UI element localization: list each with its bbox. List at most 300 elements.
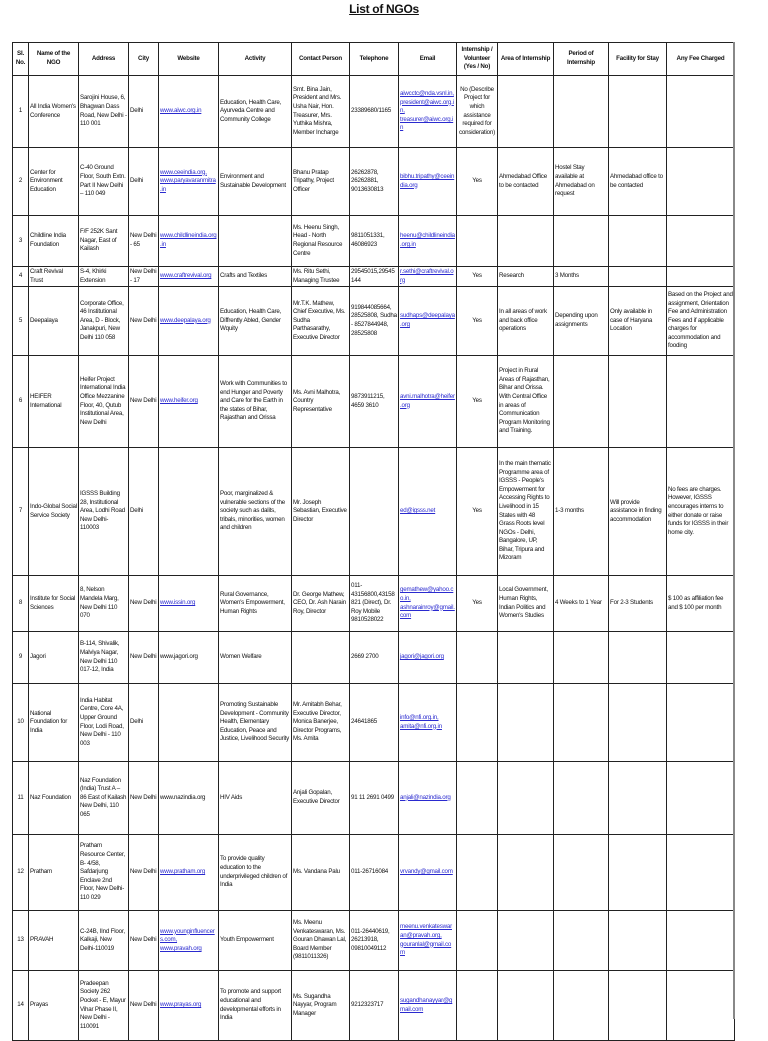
activity: Women Welfare bbox=[220, 653, 262, 661]
email-link[interactable]: bibhu.tripathy@ceeindia.org bbox=[400, 172, 455, 189]
ngo-name-cell bbox=[29, 971, 79, 1041]
sl-no-cell bbox=[13, 448, 29, 576]
facility-for-stay-cell bbox=[609, 632, 667, 684]
area-of-internship-cell bbox=[498, 267, 554, 287]
email-link-cell bbox=[399, 356, 457, 448]
sl-no-cell bbox=[13, 216, 29, 267]
ngo-name: Institute for Social Sciences bbox=[30, 594, 76, 611]
telephone-cell bbox=[350, 448, 399, 576]
facility-for-stay-cell bbox=[609, 835, 667, 911]
website-link: www.nazindia.org bbox=[160, 793, 206, 801]
period-of-internship-cell bbox=[554, 267, 609, 287]
activity: Poor, marginalized & vulnerable sections of the society such as dalits, tribals, minorities, women and children bbox=[220, 490, 285, 532]
area-of-internship-cell bbox=[498, 762, 554, 835]
email-link-cell bbox=[399, 762, 457, 835]
website-link-cell bbox=[159, 356, 219, 448]
period-of-internship-cell bbox=[554, 148, 609, 216]
area-of-internship-cell bbox=[498, 448, 554, 576]
activity-cell bbox=[219, 632, 292, 684]
city: New Delhi - 17 bbox=[130, 267, 157, 284]
activity-cell bbox=[219, 835, 292, 911]
sl-no-cell bbox=[13, 576, 29, 632]
email-link-cell bbox=[399, 684, 457, 762]
website-link-cell bbox=[159, 287, 219, 356]
ngo-name-cell bbox=[29, 76, 79, 148]
website-link[interactable]: www.deepalaya.org bbox=[160, 316, 211, 324]
contact-person: Ms. Ritu Sethi, Managing Trustee bbox=[293, 267, 340, 284]
email-link[interactable]: info@nfi.org.in, amita@nfi.org.in bbox=[400, 713, 442, 730]
telephone-cell bbox=[350, 911, 399, 971]
header-email: Email bbox=[399, 43, 457, 76]
telephone: 011-26440619, 26213918, 09810049112 bbox=[351, 927, 390, 952]
telephone: 9811051331, 46086923 bbox=[351, 232, 385, 248]
facility-for-stay: Only available in case of Haryana Location bbox=[610, 308, 653, 333]
activity: Work with Communities to end Hunger and Poverty and Care for the Earth in the states of Bihar, Rajasthan and Orissa bbox=[220, 380, 287, 422]
area-of-internship-cell bbox=[498, 576, 554, 632]
header-sl-no: SI. No. bbox=[13, 43, 29, 76]
address: IGSSS Building 28, Institutional Area, Lodhi Road New Delhi-110003 bbox=[80, 490, 125, 532]
period-of-internship-cell bbox=[554, 762, 609, 835]
facility-for-stay-cell bbox=[609, 576, 667, 632]
sl-no: 12 bbox=[17, 868, 24, 876]
website-link: www.jagori.org bbox=[160, 653, 198, 661]
sl-no: 1 bbox=[18, 107, 23, 115]
address-cell bbox=[79, 148, 129, 216]
contact-person-cell bbox=[292, 148, 350, 216]
telephone-cell bbox=[350, 356, 399, 448]
address-cell bbox=[79, 216, 129, 267]
contact-person-cell bbox=[292, 76, 350, 148]
city-cell bbox=[129, 76, 159, 148]
city: New Delhi bbox=[130, 599, 157, 607]
ngo-name: All India Women's Conference bbox=[30, 102, 76, 119]
table-row bbox=[13, 267, 735, 287]
activity: Rural Governance, Women's Empowerment, Human Rights bbox=[220, 590, 285, 615]
activity-cell bbox=[219, 576, 292, 632]
table-row bbox=[13, 76, 735, 148]
city: New Delhi bbox=[130, 936, 157, 944]
header-contact-person: Contact Person bbox=[292, 43, 350, 76]
address-cell bbox=[79, 576, 129, 632]
internship-status-cell bbox=[457, 971, 498, 1041]
email-link-cell bbox=[399, 911, 457, 971]
ngo-name-cell bbox=[29, 835, 79, 911]
period-of-internship: 3 Months bbox=[555, 272, 579, 280]
facility-for-stay-cell bbox=[609, 448, 667, 576]
website-link-cell bbox=[159, 684, 219, 762]
website-link[interactable]: www.childlineindia.org.in bbox=[160, 232, 217, 248]
address: F/F 252K Sant Nagar, East of Kailash bbox=[80, 228, 118, 253]
area-of-internship-cell bbox=[498, 971, 554, 1041]
email-link[interactable]: anjali@nazindia.org bbox=[400, 793, 451, 801]
fee-charged-cell bbox=[667, 267, 735, 287]
fee-charged-cell bbox=[667, 148, 735, 216]
email-link[interactable]: sugandhanayyar@gmail.com bbox=[400, 996, 453, 1013]
ngo-name-cell bbox=[29, 287, 79, 356]
city-cell bbox=[129, 911, 159, 971]
table-row bbox=[13, 576, 735, 632]
header-internship: Internship / Volunteer (Yes / No) bbox=[457, 43, 498, 76]
address: India Habitat Centre, Core 4A, Upper Ground Floor, Lodi Road, New Delhi - 110 003 bbox=[80, 696, 124, 747]
address: Heifer Project International India Office Mezzanine Floor, 40, Qutub Institutional Area, New Delhi bbox=[80, 375, 126, 426]
internship-status-cell bbox=[457, 216, 498, 267]
facility-for-stay-cell bbox=[609, 148, 667, 216]
sl-no: 3 bbox=[18, 236, 23, 244]
city: New Delhi bbox=[130, 653, 157, 661]
period-of-internship: Depending upon assignments bbox=[555, 312, 598, 328]
sl-no-cell bbox=[13, 287, 29, 356]
sl-no-cell bbox=[13, 148, 29, 216]
city: Delhi bbox=[130, 177, 144, 185]
activity: To provide quality education to the underprivileged children of India bbox=[220, 855, 288, 889]
website-link-cell bbox=[159, 148, 219, 216]
ngo-name: Craft Revival Trust bbox=[30, 267, 63, 284]
email-link[interactable]: gemathew@yahoo.co.in, ashnarainroy@gmail.com bbox=[400, 586, 455, 620]
table-row bbox=[13, 448, 735, 576]
contact-person: Anjali Gopalan, Executive Director bbox=[293, 789, 340, 805]
website-link-cell bbox=[159, 576, 219, 632]
ngo-name: Indo-Global Social Service Society bbox=[30, 502, 77, 519]
address-cell bbox=[79, 762, 129, 835]
ngo-name-cell bbox=[29, 148, 79, 216]
telephone: 9873911215, 4659 3610 bbox=[351, 392, 385, 409]
period-of-internship-cell bbox=[554, 911, 609, 971]
telephone-cell bbox=[350, 148, 399, 216]
city: New Delhi bbox=[130, 868, 157, 876]
email-link[interactable]: jagori@jagori.org bbox=[400, 653, 444, 661]
address: C-40 Ground Floor, South Extn. Part II New Delhi – 110 049 bbox=[80, 164, 126, 198]
ngo-name-cell bbox=[29, 356, 79, 448]
activity: Crafts and Textiles bbox=[220, 272, 267, 280]
email-link-cell bbox=[399, 216, 457, 267]
email-link[interactable]: r.sethi@craftrevival.org bbox=[400, 267, 454, 284]
website-link-cell bbox=[159, 267, 219, 287]
fee-charged-cell bbox=[667, 835, 735, 911]
contact-person: Mr. Joseph Sebastian, Executive Director bbox=[293, 498, 347, 523]
website-link[interactable]: www.issin.org bbox=[160, 599, 196, 607]
city: New Delhi bbox=[130, 793, 157, 801]
activity-cell bbox=[219, 216, 292, 267]
ngo-name: Naz Foundation bbox=[30, 793, 71, 801]
table-header-row bbox=[13, 43, 735, 76]
sl-no-cell bbox=[13, 76, 29, 148]
telephone: 91 11 2691 0499 bbox=[351, 793, 394, 801]
ngo-name-cell bbox=[29, 267, 79, 287]
email-link-cell bbox=[399, 76, 457, 148]
activity-cell bbox=[219, 267, 292, 287]
city-cell bbox=[129, 684, 159, 762]
internship-status: Yes bbox=[472, 177, 482, 185]
area-of-internship: In all areas of work and back office operations bbox=[499, 308, 547, 333]
fee-charged-cell bbox=[667, 762, 735, 835]
address: C-24B, IInd Floor, Kalkaji, New Delhi-110019 bbox=[80, 927, 125, 952]
area-of-internship: Research bbox=[499, 272, 524, 280]
period-of-internship-cell bbox=[554, 971, 609, 1041]
contact-person-cell bbox=[292, 448, 350, 576]
contact-person-cell bbox=[292, 216, 350, 267]
address-cell bbox=[79, 632, 129, 684]
period-of-internship-cell bbox=[554, 356, 609, 448]
activity: HIV Aids bbox=[220, 793, 243, 801]
sl-no-cell bbox=[13, 762, 29, 835]
sl-no-cell bbox=[13, 684, 29, 762]
activity-cell bbox=[219, 287, 292, 356]
table-row bbox=[13, 971, 735, 1041]
website-link-cell bbox=[159, 762, 219, 835]
facility-for-stay-cell bbox=[609, 76, 667, 148]
city-cell bbox=[129, 267, 159, 287]
website-link[interactable]: www.craftrevival.org bbox=[160, 272, 212, 280]
period-of-internship-cell bbox=[554, 632, 609, 684]
facility-for-stay-cell bbox=[609, 911, 667, 971]
ngo-name: Deepalaya bbox=[30, 316, 58, 324]
contact-person: Ms. Sugandha Nayyar, Program Manager bbox=[293, 992, 337, 1017]
city: New Delhi bbox=[130, 316, 157, 324]
address-cell bbox=[79, 684, 129, 762]
ngo-name: HEIFER International bbox=[30, 392, 62, 409]
contact-person-cell bbox=[292, 576, 350, 632]
city-cell bbox=[129, 632, 159, 684]
ngo-name-cell bbox=[29, 762, 79, 835]
city-cell bbox=[129, 835, 159, 911]
period-of-internship-cell bbox=[554, 287, 609, 356]
internship-status: Yes bbox=[472, 507, 482, 515]
sl-no: 4 bbox=[18, 272, 23, 280]
telephone-cell bbox=[350, 267, 399, 287]
telephone-cell bbox=[350, 216, 399, 267]
facility-for-stay-cell bbox=[609, 971, 667, 1041]
activity: To promote and support educational and developmental efforts in India bbox=[220, 988, 281, 1022]
fee-charged-cell bbox=[667, 448, 735, 576]
sl-no: 11 bbox=[17, 793, 24, 801]
sl-no: 7 bbox=[18, 507, 23, 515]
period-of-internship-cell bbox=[554, 684, 609, 762]
contact-person: Smt. Bina Jain, President and Mrs. Usha Nair, Hon. Treasurer, Mrs. Yuthika Mishra, Member Incharge bbox=[293, 85, 342, 136]
activity-cell bbox=[219, 76, 292, 148]
table-row bbox=[13, 835, 735, 911]
fee-charged-cell bbox=[667, 632, 735, 684]
website-link-cell bbox=[159, 971, 219, 1041]
ngo-name-cell bbox=[29, 448, 79, 576]
city: Delhi bbox=[130, 718, 144, 726]
city: New Delhi bbox=[130, 1001, 157, 1009]
period-of-internship-cell bbox=[554, 835, 609, 911]
city-cell bbox=[129, 148, 159, 216]
fee-charged-cell bbox=[667, 911, 735, 971]
period-of-internship: Hostel Stay available at Ahmedabad on request bbox=[555, 164, 595, 198]
website-link-cell bbox=[159, 76, 219, 148]
contact-person-cell bbox=[292, 835, 350, 911]
contact-person-cell bbox=[292, 632, 350, 684]
period-of-internship-cell bbox=[554, 448, 609, 576]
address-cell bbox=[79, 356, 129, 448]
telephone: 011-43156800,43158821 (Direct), Dr. Roy Mobile 9810528022 bbox=[351, 582, 395, 624]
email-link[interactable]: heenu@childlineindia.org.in bbox=[400, 232, 455, 248]
area-of-internship-cell bbox=[498, 911, 554, 971]
activity: Promoting Sustainable Development - Community Health, Elementary Education, Peace and Justice, Livelihood Security bbox=[220, 701, 290, 743]
area-of-internship: Local Government, Human Rights, Indian Politics and Women's Studies bbox=[499, 586, 548, 620]
contact-person-cell bbox=[292, 684, 350, 762]
ngo-name: PRAVAH bbox=[30, 936, 54, 944]
sl-no: 5 bbox=[18, 316, 23, 324]
telephone-cell bbox=[350, 835, 399, 911]
telephone: 9212323717 bbox=[351, 1001, 384, 1009]
internship-status-cell bbox=[457, 287, 498, 356]
telephone-cell bbox=[350, 287, 399, 356]
internship-status: Yes bbox=[472, 272, 482, 280]
table-row bbox=[13, 356, 735, 448]
activity-cell bbox=[219, 148, 292, 216]
website-link-cell bbox=[159, 911, 219, 971]
area-of-internship-cell bbox=[498, 76, 554, 148]
activity-cell bbox=[219, 971, 292, 1041]
header-name: Name of the NGO bbox=[29, 43, 79, 76]
city-cell bbox=[129, 356, 159, 448]
area-of-internship-cell bbox=[498, 835, 554, 911]
email-link-cell bbox=[399, 148, 457, 216]
email-link[interactable]: ed@igsss.net bbox=[400, 507, 436, 515]
website-link-cell bbox=[159, 448, 219, 576]
address: B-114, Shivalik, Malviya Nagar, New Delhi 110 017-12, India bbox=[80, 640, 120, 674]
sl-no: 10 bbox=[17, 718, 24, 726]
telephone-cell bbox=[350, 576, 399, 632]
website-link-cell bbox=[159, 835, 219, 911]
area-of-internship-cell bbox=[498, 287, 554, 356]
telephone-cell bbox=[350, 632, 399, 684]
contact-person: Ms. Avni Malhotra, Country Representative bbox=[293, 388, 341, 413]
table-row bbox=[13, 632, 735, 684]
facility-for-stay-cell bbox=[609, 267, 667, 287]
facility-for-stay-cell bbox=[609, 684, 667, 762]
internship-status-cell bbox=[457, 911, 498, 971]
internship-status-cell bbox=[457, 835, 498, 911]
internship-status-cell bbox=[457, 76, 498, 148]
period-of-internship: 1-3 months bbox=[555, 507, 584, 515]
address-cell bbox=[79, 911, 129, 971]
sl-no-cell bbox=[13, 267, 29, 287]
telephone: 29545015,29545144 bbox=[351, 267, 395, 284]
fee-charged-cell bbox=[667, 287, 735, 356]
header-area-of-internship: Area of Internship bbox=[498, 43, 554, 76]
sl-no: 8 bbox=[18, 599, 23, 607]
address-cell bbox=[79, 287, 129, 356]
fee-charged-cell bbox=[667, 684, 735, 762]
telephone: 2669 2700 bbox=[351, 653, 379, 661]
website-link[interactable]: www.aiwc.org.in bbox=[160, 107, 202, 115]
internship-status: No (Describe Project for which assistance required for consideration) bbox=[458, 85, 496, 136]
website-link[interactable]: www.prayas.org bbox=[160, 1001, 202, 1009]
activity-cell bbox=[219, 762, 292, 835]
internship-status: Yes bbox=[472, 316, 482, 324]
activity-cell bbox=[219, 448, 292, 576]
area-of-internship-cell bbox=[498, 148, 554, 216]
telephone: 23389680/1165 bbox=[351, 107, 391, 115]
contact-person-cell bbox=[292, 267, 350, 287]
internship-status-cell bbox=[457, 684, 498, 762]
activity-cell bbox=[219, 684, 292, 762]
city-cell bbox=[129, 216, 159, 267]
telephone-cell bbox=[350, 762, 399, 835]
email-link[interactable]: meenu.venkateswaran@pravah.org, gouranlal@gmail.com bbox=[400, 923, 452, 957]
activity: Environment and Sustainable Development bbox=[220, 172, 286, 189]
fee-charged: No fees are charges. However, IGSSS encourages interns to either donate or raise funds for IGSSS in their home city. bbox=[668, 485, 729, 536]
email-link[interactable]: avni.malhotra@heifer.org bbox=[400, 392, 455, 409]
website-link[interactable]: www.younginfluencers.com, www.pravah.org bbox=[160, 927, 215, 952]
table-row bbox=[13, 911, 735, 971]
table-row bbox=[13, 684, 735, 762]
address: Pratham Resource Center, B- 4/58, Safdarjung Enclave 2nd Floor, New Delhi-110 029 bbox=[80, 842, 125, 901]
ngo-name-cell bbox=[29, 632, 79, 684]
address-cell bbox=[79, 971, 129, 1041]
facility-for-stay-cell bbox=[609, 356, 667, 448]
telephone: 26262878, 26262881, 9013630813 bbox=[351, 168, 384, 193]
sl-no: 9 bbox=[18, 653, 23, 661]
contact-person: Ms. Meenu Venkateswaran, Ms. Gouran Dhawan Lal, Board Member (9811011326) bbox=[293, 919, 347, 961]
sl-no-cell bbox=[13, 632, 29, 684]
address-cell bbox=[79, 835, 129, 911]
city: New Delhi bbox=[130, 397, 157, 405]
address: Sarojini House, 6, Bhagwan Dass Road, New Delhi - 110 001 bbox=[80, 94, 127, 128]
ngo-name-cell bbox=[29, 216, 79, 267]
area-of-internship: In the main thematic Programme area of IGSSS - People's Empowerment for Accessing Rights to Livelihood in 15 States with 48 Grass Roots level NGOs - Delhi, Bangalore, UP, Bihar, Tripura and Mizoram bbox=[499, 459, 551, 562]
email-link-cell bbox=[399, 835, 457, 911]
internship-status-cell bbox=[457, 448, 498, 576]
website-link-cell bbox=[159, 632, 219, 684]
period-of-internship: 4 Weeks to 1 Year bbox=[555, 599, 602, 607]
email-link-cell bbox=[399, 267, 457, 287]
ngo-name-cell bbox=[29, 911, 79, 971]
contact-person-cell bbox=[292, 287, 350, 356]
contact-person-cell bbox=[292, 911, 350, 971]
city-cell bbox=[129, 448, 159, 576]
fee-charged: Based on the Project and assignment, Orientation Fee and Administration Fees and if applicable charges for accommodation and fooding bbox=[668, 290, 733, 350]
facility-for-stay-cell bbox=[609, 216, 667, 267]
sl-no-cell bbox=[13, 835, 29, 911]
website-link[interactable]: www.heifer.org bbox=[160, 397, 198, 405]
sl-no: 13 bbox=[17, 936, 24, 944]
internship-status-cell bbox=[457, 148, 498, 216]
facility-for-stay-cell bbox=[609, 287, 667, 356]
area-of-internship: Ahmedabad Office to be contacted bbox=[499, 172, 547, 189]
table-row bbox=[13, 216, 735, 267]
header-city: City bbox=[129, 43, 159, 76]
header-any-fee-charged: Any Fee Charged bbox=[667, 43, 735, 76]
sl-no-cell bbox=[13, 356, 29, 448]
period-of-internship-cell bbox=[554, 216, 609, 267]
contact-person: Ms. Heenu Singh, Head - North Regional Resource Centre bbox=[293, 223, 343, 257]
city-cell bbox=[129, 971, 159, 1041]
email-link-cell bbox=[399, 287, 457, 356]
contact-person: Mr.T.K. Mathew, Chief Executive, Ms. Sudha Parthasarathy, Executive Director bbox=[293, 299, 346, 341]
area-of-internship-cell bbox=[498, 356, 554, 448]
email-link[interactable]: aiwcctc@nda.vsnl.in, president@aiwc.org.in, treasurer@aiwc.org.in bbox=[400, 90, 454, 132]
email-link-cell bbox=[399, 448, 457, 576]
telephone-cell bbox=[350, 971, 399, 1041]
telephone: 011-26716084 bbox=[351, 868, 389, 876]
ngo-name: Jagori bbox=[30, 653, 46, 661]
header-facility-for-stay: Facility for Stay bbox=[609, 43, 667, 76]
ngo-name: Childline India Foundation bbox=[30, 232, 66, 248]
fee-charged-cell bbox=[667, 76, 735, 148]
activity: Youth Empowerment bbox=[220, 936, 274, 944]
email-link[interactable]: vrvandy@gmail.com bbox=[400, 868, 453, 876]
contact-person: Dr. George Mathew, CEO, Dr. Ash Narain Roy, Director bbox=[293, 590, 346, 615]
website-link[interactable]: www.ceeindia.org, www.paryavaranmitra.in bbox=[160, 168, 216, 193]
email-link[interactable]: sudhaps@deepalaya.org bbox=[400, 312, 455, 328]
internship-status-cell bbox=[457, 356, 498, 448]
website-link[interactable]: www.pratham.org bbox=[160, 868, 206, 876]
activity: Education, Health Care, Ayurveda Centre and Community College bbox=[220, 98, 282, 123]
